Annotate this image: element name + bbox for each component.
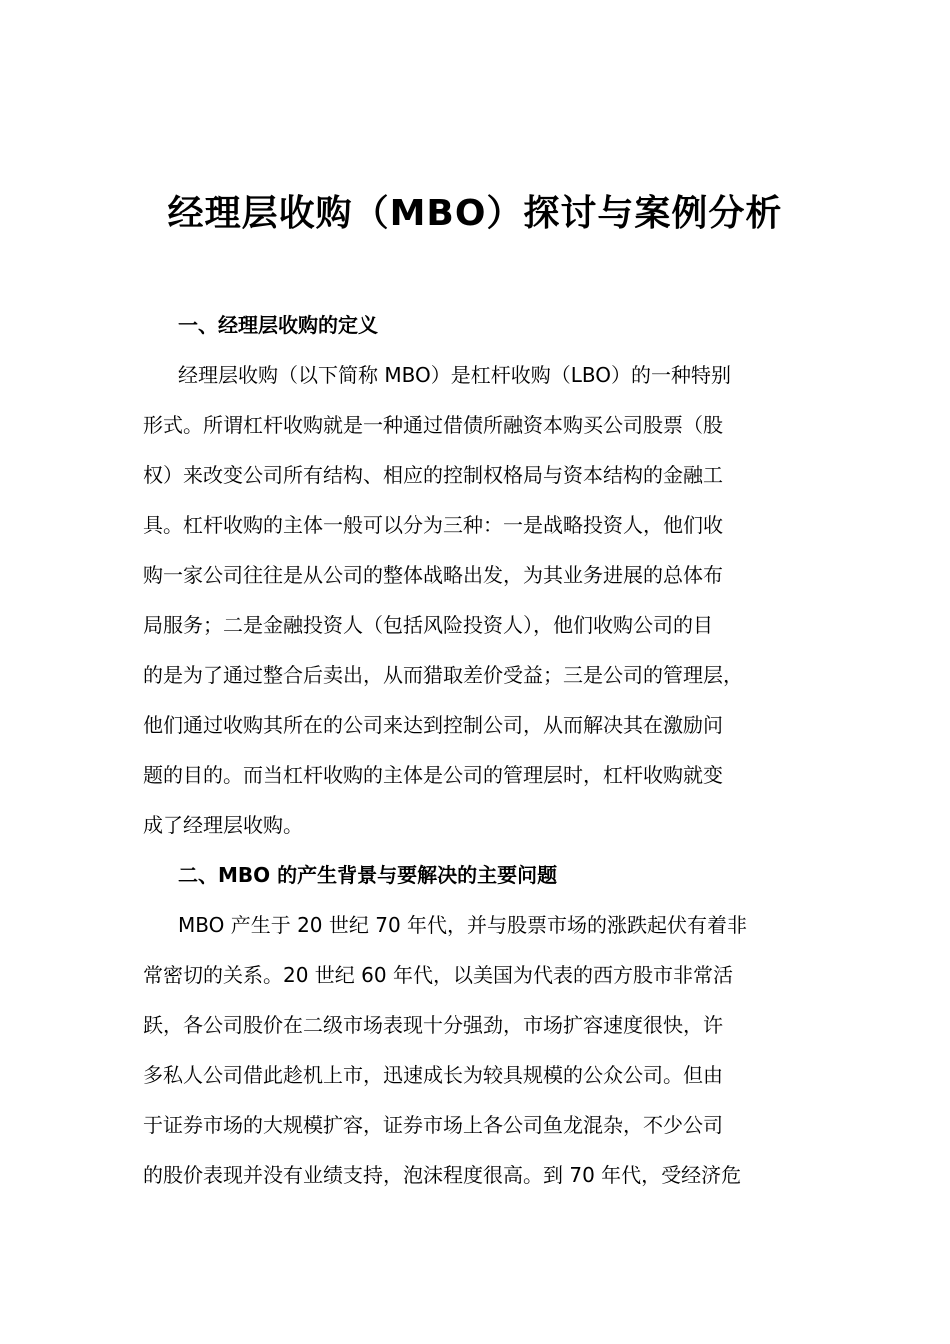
- text-line: 于证券市场的大规模扩容，证券市场上各公司鱼龙混杂，不少公司: [143, 1113, 723, 1137]
- text-line: 他们通过收购其所在的公司来达到控制公司，从而解决其在激励问: [143, 713, 723, 737]
- section-definition: [143, 300, 823, 850]
- text-line: 权）来改变公司所有结构、相应的控制权格局与资本结构的金融工: [143, 463, 723, 487]
- section-heading: 一、经理层收购的定义: [178, 313, 378, 337]
- text-line: 的股价表现并没有业绩支持，泡沫程度很高。到 70 年代，受经济危: [143, 1163, 742, 1187]
- text-line: 购一家公司往往是从公司的整体战略出发，为其业务进展的总体布: [143, 563, 723, 587]
- section-background: [143, 850, 823, 1200]
- text-line: 局服务；二是金融投资人（包括风险投资人），他们收购公司的目: [143, 613, 713, 637]
- text-line: 多私人公司借此趁机上市，迅速成长为较具规模的公众公司。但由: [143, 1063, 723, 1087]
- section-heading: 二、MBO 的产生背景与要解决的主要问题: [178, 863, 558, 887]
- paragraph: [143, 350, 823, 850]
- text-line: MBO 产生于 20 世纪 70 年代，并与股票市场的涨跌起伏有着非: [178, 913, 748, 937]
- paragraph: [143, 900, 823, 1200]
- text-line: 的是为了通过整合后卖出，从而猎取差价受益；三是公司的管理层，: [143, 663, 743, 687]
- text-line: 经理层收购（以下简称 MBO）是杠杆收购（LBO）的一种特别: [178, 363, 731, 387]
- text-line: 成了经理层收购。: [143, 813, 303, 837]
- text-line: 跃，各公司股价在二级市场表现十分强劲，市场扩容速度很快，许: [143, 1013, 723, 1037]
- text-line: 题的目的。而当杠杆收购的主体是公司的管理层时，杠杆收购就变: [143, 763, 723, 787]
- text-line: 具。杠杆收购的主体一般可以分为三种：一是战略投资人，他们收: [143, 513, 723, 537]
- document-title: 经理层收购（MBO）探讨与案例分析: [167, 193, 783, 234]
- text-line: 常密切的关系。20 世纪 60 年代，以美国为代表的西方股市非常活: [143, 963, 733, 987]
- document-body: [143, 300, 823, 1200]
- text-line: 形式。所谓杠杆收购就是一种通过借债所融资本购买公司股票（股: [143, 413, 723, 437]
